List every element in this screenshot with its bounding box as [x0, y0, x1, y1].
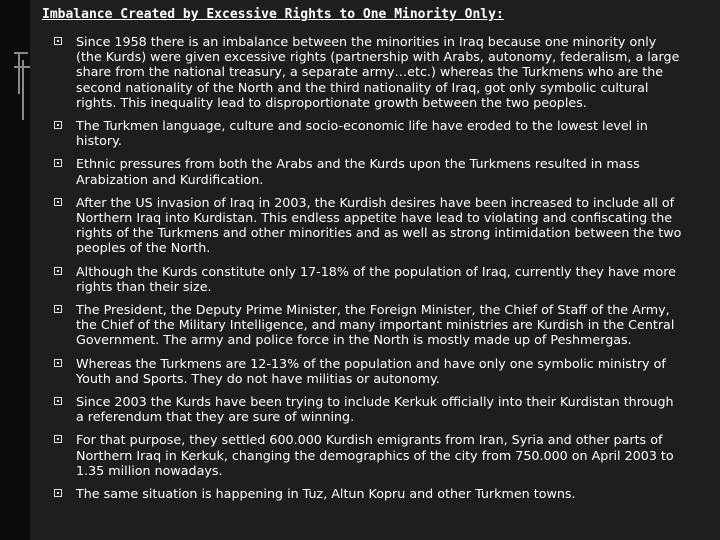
list-item — [54, 302, 684, 348]
list-item — [54, 34, 684, 110]
square-bullet-icon — [54, 359, 62, 367]
item-text: Ethnic pressures from both the Arabs and the Kurds upon the Turkmens resulted in mass Arabization and Kurdification. — [76, 156, 640, 187]
item-text: For that purpose, they settled 600.000 Kurdish emigrants from Iran, Syria and other parts of Northern Iraq in Kerkuk, changing the demographics of the city from 750.000 on April 2003 to 1.35 million nowadays. — [76, 432, 674, 478]
square-bullet-icon — [54, 305, 62, 313]
list-item — [54, 264, 684, 294]
item-text: The Turkmen language, culture and socio-economic life have eroded to the lowest level in history. — [76, 118, 648, 149]
list-item — [54, 356, 684, 386]
square-bullet-icon — [54, 198, 62, 206]
list-item — [54, 486, 684, 501]
list-item — [54, 118, 684, 148]
list-item — [54, 432, 684, 478]
item-text: Since 2003 the Kurds have been trying to include Kerkuk officially into their Kurdistan through a referendum that they are sure of winning. — [76, 394, 674, 425]
square-bullet-icon — [54, 267, 62, 275]
slide-title: Imbalance Created by Excessive Rights to One Minority Only: — [42, 7, 504, 22]
square-bullet-icon — [54, 489, 62, 497]
list-item — [54, 156, 684, 186]
square-bullet-icon — [54, 121, 62, 129]
item-text: Since 1958 there is an imbalance between the minorities in Iraq because one minority only (the Kurds) were given excessive rights (partnership with Arabs, autonomy, federalism, a large share from the national treasury, a separate army…etc.) whereas the Turkmens who are the second nationality of the North and the third nationality of Iraq, got only symbolic cultural rights. This inequality lead to disproportionate growth between the two peoples. — [76, 34, 680, 110]
list-item — [54, 394, 684, 424]
bullet-list — [54, 34, 684, 509]
decorative-lines — [0, 32, 32, 152]
square-bullet-icon — [54, 435, 62, 443]
list-item — [54, 195, 684, 256]
square-bullet-icon — [54, 37, 62, 45]
item-text: Whereas the Turkmens are 12-13% of the population and have only one symbolic ministry of Youth and Sports. They do not have militias or autonomy. — [76, 355, 666, 386]
item-text: Although the Kurds constitute only 17-18% of the population of Iraq, currently they have more rights than their size. — [76, 263, 676, 294]
item-text: The same situation is happening in Tuz, Altun Kopru and other Turkmen towns. — [76, 486, 576, 502]
square-bullet-icon — [54, 159, 62, 167]
item-text: The President, the Deputy Prime Minister, the Foreign Minister, the Chief of Staff of the Army, the Chief of the Military Intelligence, and many important ministries are Kurdish in the Central Government. The army and police force in the North is mostly made up of Peshmergas. — [76, 302, 675, 348]
item-text: After the US invasion of Iraq in 2003, the Kurdish desires have been increased to include all of Northern Iraq into Kurdistan. This endless appetite have lead to violating and confiscating the rights of the Turkmens and other minorities and as well as strong intimidation between the two peoples of the North. — [76, 194, 682, 256]
square-bullet-icon — [54, 397, 62, 405]
